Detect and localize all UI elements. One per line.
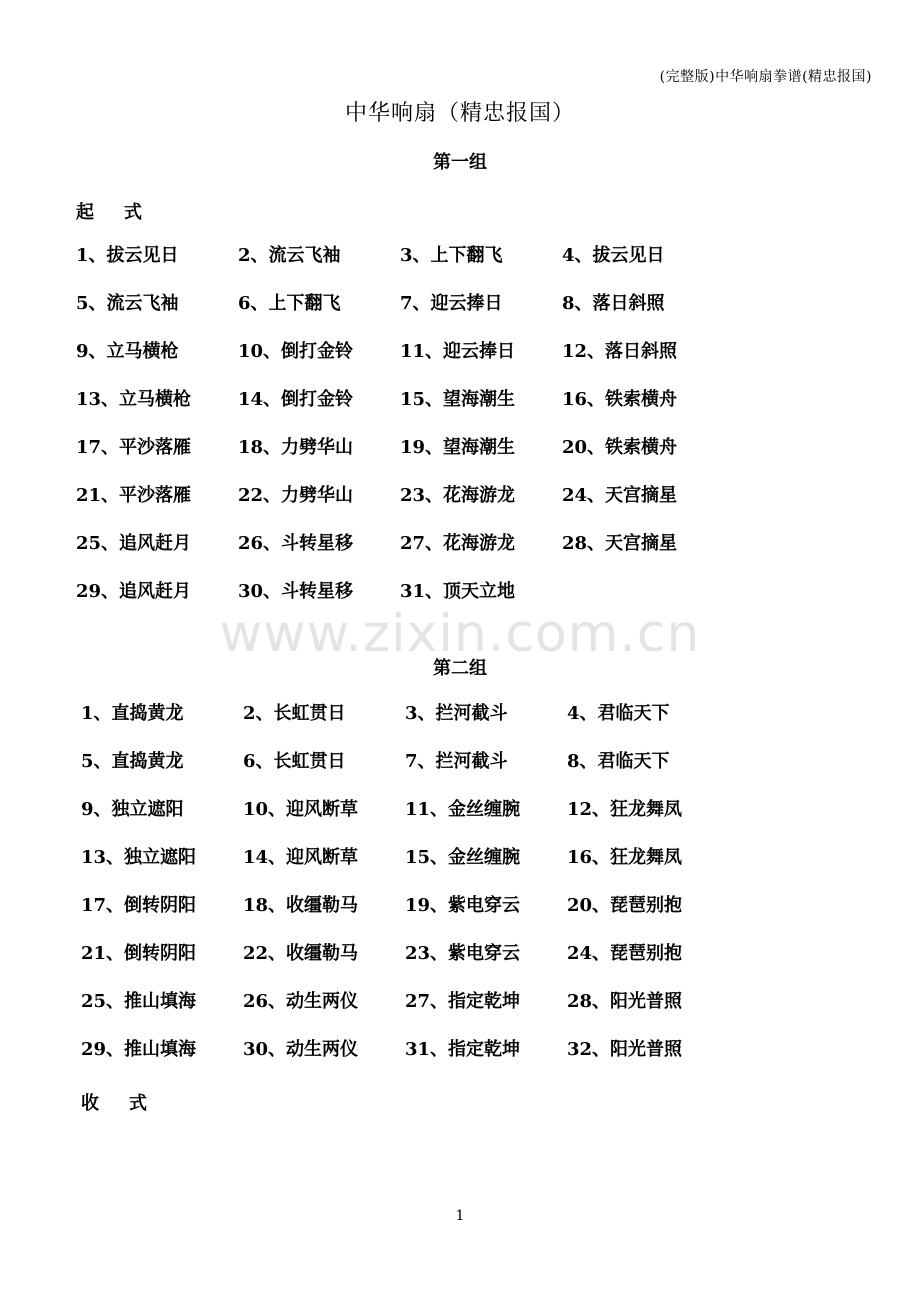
group-2-title: 第二组 <box>433 658 487 679</box>
move-item: 28、阳光普照 <box>567 991 683 1012</box>
move-item: 29、推山填海 <box>81 1039 197 1060</box>
move-item: 22、收缰勒马 <box>243 943 359 964</box>
move-item: 4、拔云见日 <box>562 245 665 266</box>
move-item: 21、平沙落雁 <box>76 485 192 506</box>
move-item: 19、望海潮生 <box>400 437 516 458</box>
move-item: 26、斗转星移 <box>238 533 354 554</box>
start-posture-label: 起式 <box>76 202 172 223</box>
move-item: 7、拦河截斗 <box>405 751 508 772</box>
end-posture-label: 收式 <box>81 1093 177 1114</box>
move-item: 18、收缰勒马 <box>243 895 359 916</box>
group-2-move-grid <box>81 703 729 1087</box>
page-number: 1 <box>455 1208 465 1224</box>
document-title: 中华响扇（精忠报国） <box>344 101 575 126</box>
move-item: 17、平沙落雁 <box>76 437 192 458</box>
move-item: 1、直捣黄龙 <box>81 703 184 724</box>
move-item: 20、琵琶别抱 <box>567 895 683 916</box>
move-item: 27、指定乾坤 <box>405 991 521 1012</box>
move-item: 3、拦河截斗 <box>405 703 508 724</box>
move-item: 14、倒打金铃 <box>238 389 354 410</box>
move-item: 16、狂龙舞凤 <box>567 847 683 868</box>
move-item: 12、落日斜照 <box>562 341 678 362</box>
move-item: 25、追风赶月 <box>76 533 192 554</box>
move-item: 6、上下翻飞 <box>238 293 341 314</box>
move-item: 10、倒打金铃 <box>238 341 354 362</box>
move-item: 22、力劈华山 <box>238 485 354 506</box>
move-item: 11、金丝缠腕 <box>405 799 521 820</box>
move-item: 25、推山填海 <box>81 991 197 1012</box>
move-item: 5、流云飞袖 <box>76 293 179 314</box>
move-item: 3、上下翻飞 <box>400 245 503 266</box>
move-item: 15、望海潮生 <box>400 389 516 410</box>
move-item: 29、追风赶月 <box>76 581 192 602</box>
group-1-move-grid <box>76 245 724 629</box>
move-item: 15、金丝缠腕 <box>405 847 521 868</box>
group-1-title: 第一组 <box>433 152 487 173</box>
move-item: 8、君临天下 <box>567 751 670 772</box>
move-item: 31、指定乾坤 <box>405 1039 521 1060</box>
move-item: 19、紫电穿云 <box>405 895 521 916</box>
move-item: 9、独立遮阳 <box>81 799 184 820</box>
move-item: 7、迎云捧日 <box>400 293 503 314</box>
move-item: 13、独立遮阳 <box>81 847 197 868</box>
move-item: 12、狂龙舞凤 <box>567 799 683 820</box>
move-item: 21、倒转阴阳 <box>81 943 197 964</box>
move-item: 31、顶天立地 <box>400 581 516 602</box>
move-item: 16、铁索横舟 <box>562 389 678 410</box>
move-item: 24、琵琶别抱 <box>567 943 683 964</box>
move-item: 13、立马横枪 <box>76 389 192 410</box>
move-item: 23、紫电穿云 <box>405 943 521 964</box>
move-item: 27、花海游龙 <box>400 533 516 554</box>
move-item: 10、迎风断草 <box>243 799 359 820</box>
move-item: 11、迎云捧日 <box>400 341 516 362</box>
move-item: 4、君临天下 <box>567 703 670 724</box>
move-item: 8、落日斜照 <box>562 293 665 314</box>
move-item: 18、力劈华山 <box>238 437 354 458</box>
page-header: (完整版)中华响扇拳谱(精忠报国) <box>659 69 872 85</box>
watermark: www.zixin.com.cn <box>219 604 701 664</box>
move-item: 6、长虹贯日 <box>243 751 346 772</box>
move-item: 20、铁索横舟 <box>562 437 678 458</box>
move-item: 28、天宫摘星 <box>562 533 678 554</box>
move-item: 26、动生两仪 <box>243 991 359 1012</box>
move-item: 17、倒转阴阳 <box>81 895 197 916</box>
move-item: 30、斗转星移 <box>238 581 354 602</box>
move-item: 1、拔云见日 <box>76 245 179 266</box>
move-item: 24、天宫摘星 <box>562 485 678 506</box>
move-item: 23、花海游龙 <box>400 485 516 506</box>
move-item: 14、迎风断草 <box>243 847 359 868</box>
move-item: 30、动生两仪 <box>243 1039 359 1060</box>
move-item: 9、立马横枪 <box>76 341 179 362</box>
move-item: 32、阳光普照 <box>567 1039 683 1060</box>
move-item: 5、直捣黄龙 <box>81 751 184 772</box>
move-item: 2、长虹贯日 <box>243 703 346 724</box>
move-item: 2、流云飞袖 <box>238 245 341 266</box>
